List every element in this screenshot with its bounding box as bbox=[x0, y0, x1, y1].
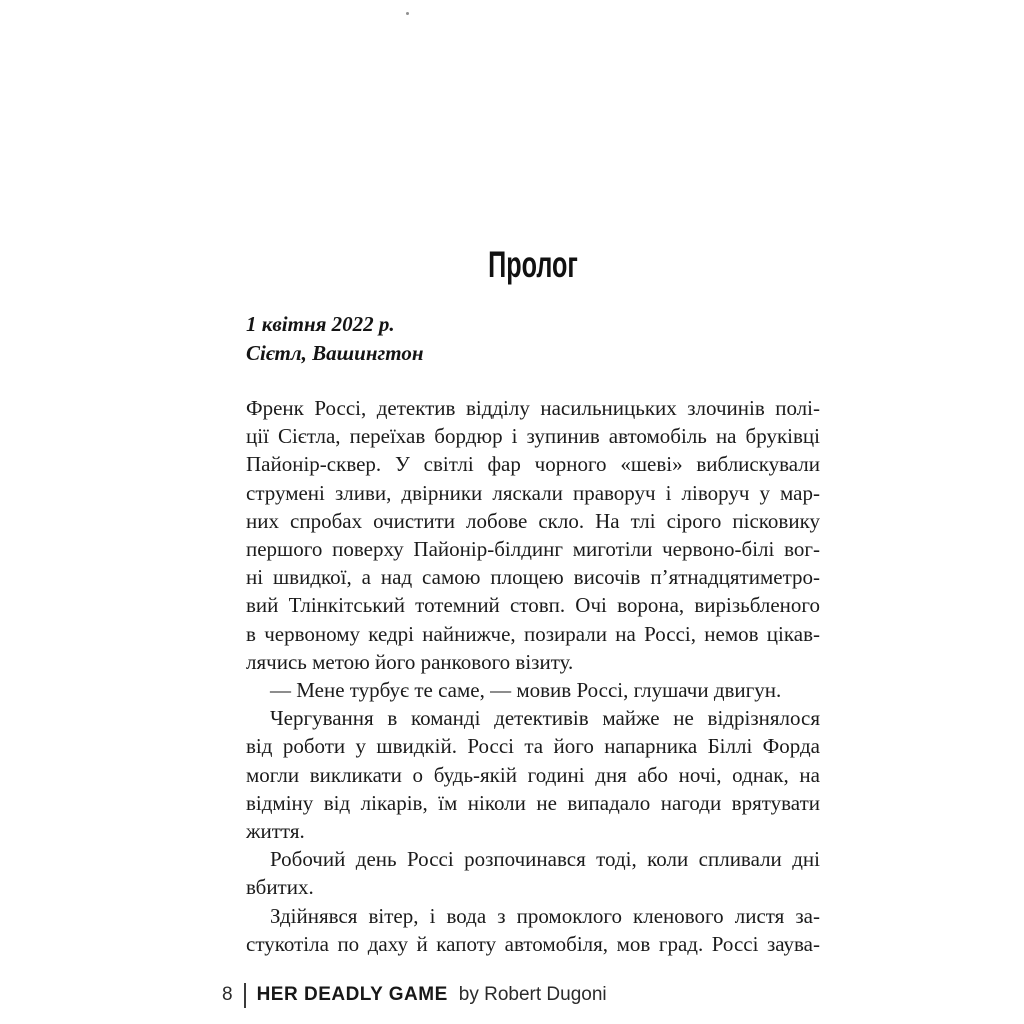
paragraph bbox=[246, 704, 820, 845]
body-line: життя. bbox=[246, 819, 305, 844]
paragraph bbox=[246, 394, 820, 676]
paragraph bbox=[246, 676, 820, 704]
body-line: стукотіла по даху й капоту автомобіля, мов град. Россі заува- bbox=[246, 931, 820, 956]
body-line: Френк Россі, детектив відділу насильницьких злочинів полі- bbox=[246, 396, 820, 420]
body-line: могли викликати о будь-якій годині дня або ночі, однак, на bbox=[246, 762, 820, 787]
dateline-date: 1 квітня 2022 р. bbox=[246, 312, 395, 336]
body-text bbox=[246, 394, 820, 958]
page-number: 8 bbox=[222, 984, 233, 1005]
dateline bbox=[246, 310, 423, 367]
body-line: в червоному кедрі найнижче, позирали на Россі, немов цікав- bbox=[246, 621, 820, 646]
body-line: струмені зливи, двірники ляскали праворуч і ліворуч у мар- bbox=[246, 480, 820, 505]
paragraph bbox=[246, 845, 820, 901]
dateline-location: Сієтл, Вашингтон bbox=[246, 340, 424, 365]
paragraph bbox=[246, 902, 820, 958]
body-line: вий Тлінкітський тотемний стовп. Очі ворона, вирізьбленого bbox=[246, 593, 820, 618]
footer-separator bbox=[244, 983, 246, 1008]
body-line: Робочий день Россі розпочинався тоді, коли спливали дні bbox=[270, 847, 820, 872]
body-line: вбитих. bbox=[246, 875, 314, 900]
byline: by Robert Dugoni bbox=[458, 984, 607, 1005]
body-line: Пайонір-сквер. У світлі фар чорного «шеві» виблискували bbox=[246, 452, 820, 477]
body-line: лячись метою його ранкового візиту. bbox=[246, 649, 574, 674]
chapter-title: Пролог bbox=[488, 244, 578, 285]
body-line: відміну від лікарів, їм ніколи не випадало нагоди врятувати bbox=[246, 790, 820, 815]
body-line: — Мене турбує те саме, — мовив Россі, глушачи двигун. bbox=[270, 678, 782, 703]
body-line: ції Сієтла, переїхав бордюр і зупинив автомобіль на бруківці bbox=[246, 424, 820, 449]
body-line: Здійнявся вітер, і вода з промоклого кленового листя за- bbox=[270, 903, 820, 928]
body-line: від роботи у швидкій. Россі та його напарника Біллі Форда bbox=[246, 734, 820, 759]
body-line: ні швидкої, а над самою площею височів п’ятнадцятиметро- bbox=[246, 565, 820, 590]
scan-speck bbox=[406, 12, 409, 15]
body-line: першого поверху Пайонір-білдинг миготіли червоно-білі вог- bbox=[246, 537, 820, 562]
book-title: HER DEADLY GAME bbox=[256, 984, 448, 1005]
body-line: них спробах очистити лобове скло. На тлі сірого пісковику bbox=[246, 508, 820, 533]
page-footer bbox=[222, 980, 607, 1010]
body-line: Чергування в команді детективів майже не відрізнялося bbox=[270, 706, 820, 731]
